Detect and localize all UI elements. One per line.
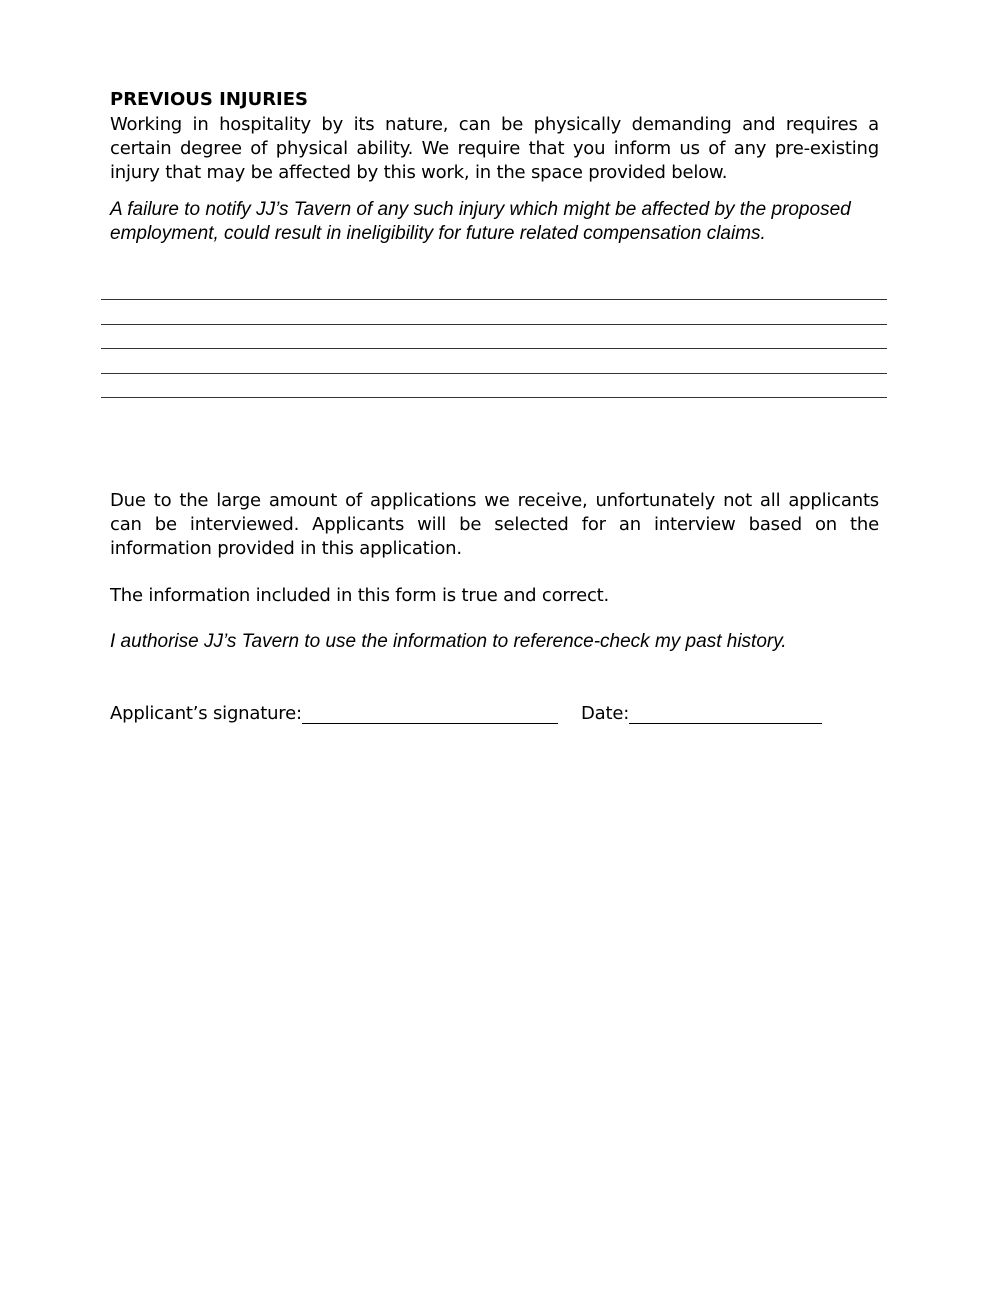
signature-label: Applicant’s signature: xyxy=(110,703,302,724)
previous-injuries-heading: PREVIOUS INJURIES xyxy=(110,89,309,110)
selection-notice: Due to the large amount of applications we receive, unfortunately not all applicants can be interviewed. Applicants will be selected for an interview based on the information provided in this application. xyxy=(110,490,879,559)
answer-line[interactable] xyxy=(101,373,887,374)
answer-line[interactable] xyxy=(101,299,887,300)
date-label: Date: xyxy=(581,703,630,724)
previous-injuries-body: Working in hospitality by its nature, can be physically demanding and requires a certain degree of physical ability. We require that you inform us of any pre-existing injury that may be affected by this work, in the space provided below. xyxy=(110,114,879,183)
answer-line[interactable] xyxy=(101,397,887,398)
date-field[interactable] xyxy=(629,723,822,724)
answer-line[interactable] xyxy=(101,324,887,325)
true-and-correct-statement: The information included in this form is true and correct. xyxy=(110,585,610,606)
injury-notification-warning: A failure to notify JJ’s Tavern of any such injury which might be affected by the proposed employment, could result in ineligibility for future related compensation claims. xyxy=(110,199,851,244)
reference-check-authorisation: I authorise JJ’s Tavern to use the information to reference-check my past history. xyxy=(110,631,787,652)
signature-field[interactable] xyxy=(302,723,558,724)
answer-line[interactable] xyxy=(101,348,887,349)
signature-row xyxy=(110,702,890,728)
